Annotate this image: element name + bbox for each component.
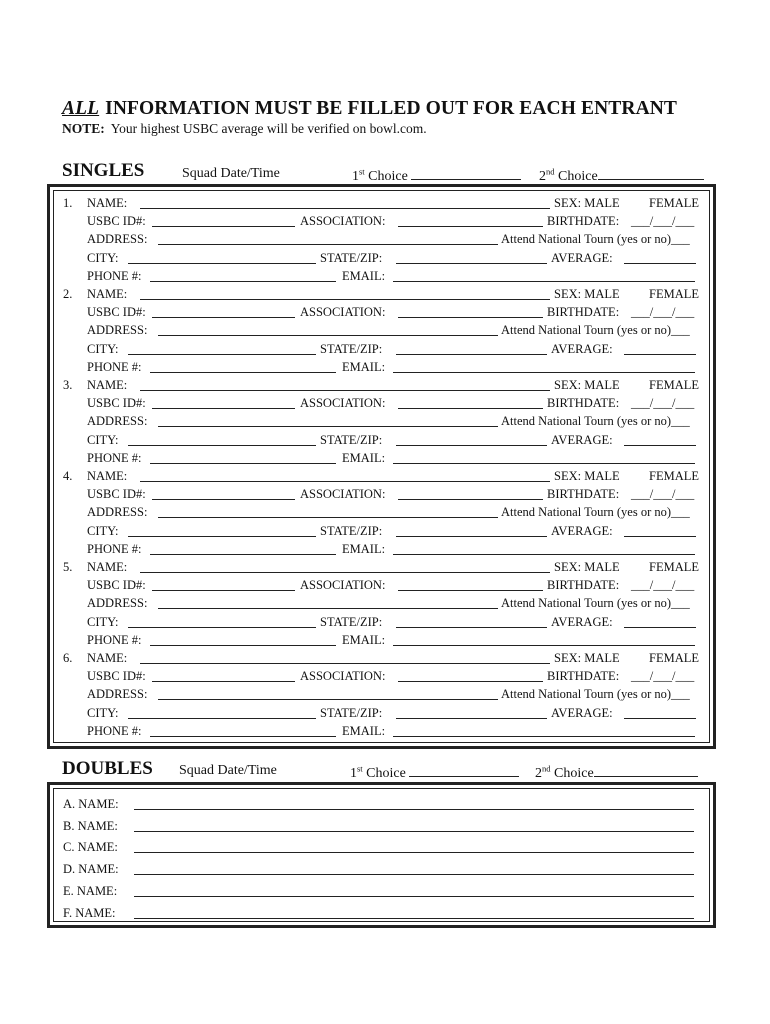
association-field[interactable] <box>398 487 543 500</box>
note-text: Your highest USBC average will be verified on bowl.com. <box>110 121 427 136</box>
name-label: NAME: <box>87 287 128 301</box>
association-field[interactable] <box>398 669 543 682</box>
doubles-name-label: C. NAME: <box>63 840 118 854</box>
entrant-number: 5. <box>63 560 73 574</box>
attend-national-tourn: Attend National Tourn (yes or no)___ <box>501 687 690 701</box>
average-field[interactable] <box>624 706 696 719</box>
association-label: ASSOCIATION: <box>300 305 386 319</box>
phone-field[interactable] <box>150 542 336 555</box>
name-field[interactable] <box>140 560 550 573</box>
doubles-name-field[interactable] <box>134 840 694 853</box>
sex-label: SEX: MALE <box>554 196 620 210</box>
phone-label: PHONE #: <box>87 269 142 283</box>
association-field[interactable] <box>398 305 543 318</box>
city-field[interactable] <box>128 251 316 264</box>
address-label: ADDRESS: <box>87 414 148 428</box>
usbc-id-field[interactable] <box>152 396 295 409</box>
sex-label: SEX: MALE <box>554 469 620 483</box>
attend-national-tourn: Attend National Tourn (yes or no)___ <box>501 505 690 519</box>
doubles-name-field[interactable] <box>134 819 694 832</box>
doubles-name-field[interactable] <box>134 884 694 897</box>
birthdate-field: ___/___/___ <box>631 305 695 319</box>
birthdate-field: ___/___/___ <box>631 214 695 228</box>
phone-label: PHONE #: <box>87 451 142 465</box>
sex-female: FEMALE <box>649 287 699 301</box>
birthdate-label: BIRTHDATE: <box>547 214 620 228</box>
average-label: AVERAGE: <box>551 342 613 356</box>
association-field[interactable] <box>398 214 543 227</box>
title-rest: INFORMATION MUST BE FILLED OUT FOR EACH ENTRANT <box>105 98 678 119</box>
state-zip-label: STATE/ZIP: <box>320 342 383 356</box>
birthdate-label: BIRTHDATE: <box>547 396 620 410</box>
city-label: CITY: <box>87 524 119 538</box>
entrant-number: 3. <box>63 378 73 392</box>
choice1-label: 1st Choice <box>350 763 406 781</box>
email-field[interactable] <box>393 269 695 282</box>
average-label: AVERAGE: <box>551 524 613 538</box>
birthdate-label: BIRTHDATE: <box>547 578 620 592</box>
average-label: AVERAGE: <box>551 615 613 629</box>
entrant-number: 6. <box>63 651 73 665</box>
birthdate-label: BIRTHDATE: <box>547 669 620 683</box>
usbc-id-field[interactable] <box>152 669 295 682</box>
association-field[interactable] <box>398 396 543 409</box>
doubles-squad-label: Squad Date/Time <box>179 763 277 778</box>
state-zip-field[interactable] <box>396 524 547 537</box>
city-field[interactable] <box>128 706 316 719</box>
doubles-name-field[interactable] <box>134 797 694 810</box>
sex-female: FEMALE <box>649 196 699 210</box>
doubles-name-label: B. NAME: <box>63 819 118 833</box>
doubles-header <box>62 758 712 782</box>
phone-label: PHONE #: <box>87 360 142 374</box>
attend-national-tourn: Attend National Tourn (yes or no)___ <box>501 596 690 610</box>
sex-label: SEX: MALE <box>554 651 620 665</box>
usbc-id-label: USBC ID#: <box>87 396 146 410</box>
state-zip-field[interactable] <box>396 706 547 719</box>
city-field[interactable] <box>128 615 316 628</box>
city-field[interactable] <box>128 524 316 537</box>
phone-label: PHONE #: <box>87 633 142 647</box>
name-field[interactable] <box>140 378 550 391</box>
email-label: EMAIL: <box>342 724 386 738</box>
doubles-choice1[interactable] <box>350 763 519 782</box>
average-field[interactable] <box>624 342 696 355</box>
state-zip-field[interactable] <box>396 615 547 628</box>
name-label: NAME: <box>87 196 128 210</box>
address-label: ADDRESS: <box>87 232 148 246</box>
usbc-id-label: USBC ID#: <box>87 214 146 228</box>
state-zip-field[interactable] <box>396 433 547 446</box>
singles-header <box>62 160 712 184</box>
birthdate-label: BIRTHDATE: <box>547 305 620 319</box>
singles-squad-label: Squad Date/Time <box>182 166 280 181</box>
usbc-id-label: USBC ID#: <box>87 578 146 592</box>
name-label: NAME: <box>87 469 128 483</box>
attend-national-tourn: Attend National Tourn (yes or no)___ <box>501 414 690 428</box>
sex-female: FEMALE <box>649 469 699 483</box>
attend-national-tourn: Attend National Tourn (yes or no)___ <box>501 323 690 337</box>
entrant-number: 1. <box>63 196 73 210</box>
name-label: NAME: <box>87 560 128 574</box>
address-label: ADDRESS: <box>87 687 148 701</box>
phone-field[interactable] <box>150 633 336 646</box>
doubles-title: DOUBLES <box>62 758 153 779</box>
email-label: EMAIL: <box>342 633 386 647</box>
note <box>62 121 427 137</box>
sex-label: SEX: MALE <box>554 378 620 392</box>
city-label: CITY: <box>87 251 119 265</box>
doubles-name-label: E. NAME: <box>63 884 118 898</box>
doubles-name-label: A. NAME: <box>63 797 119 811</box>
name-label: NAME: <box>87 378 128 392</box>
average-field[interactable] <box>624 433 696 446</box>
doubles-name-label: D. NAME: <box>63 862 119 876</box>
city-label: CITY: <box>87 706 119 720</box>
doubles-choice2[interactable] <box>535 763 698 782</box>
name-field[interactable] <box>140 469 550 482</box>
address-field[interactable] <box>158 414 498 427</box>
address-field[interactable] <box>158 232 498 245</box>
attend-national-tourn: Attend National Tourn (yes or no)___ <box>501 232 690 246</box>
name-field[interactable] <box>140 287 550 300</box>
birthdate-field: ___/___/___ <box>631 396 695 410</box>
birthdate-field: ___/___/___ <box>631 578 695 592</box>
email-label: EMAIL: <box>342 451 386 465</box>
association-field[interactable] <box>398 578 543 591</box>
singles-title: SINGLES <box>62 160 145 181</box>
birthdate-field: ___/___/___ <box>631 487 695 501</box>
state-zip-label: STATE/ZIP: <box>320 251 383 265</box>
email-label: EMAIL: <box>342 542 386 556</box>
sex-female: FEMALE <box>649 560 699 574</box>
city-field[interactable] <box>128 433 316 446</box>
phone-label: PHONE #: <box>87 542 142 556</box>
phone-field[interactable] <box>150 269 336 282</box>
doubles-name-field[interactable] <box>134 906 694 919</box>
average-label: AVERAGE: <box>551 251 613 265</box>
usbc-id-field[interactable] <box>152 214 295 227</box>
sex-female: FEMALE <box>649 378 699 392</box>
sex-label: SEX: MALE <box>554 287 620 301</box>
city-label: CITY: <box>87 615 119 629</box>
city-field[interactable] <box>128 342 316 355</box>
phone-field[interactable] <box>150 451 336 464</box>
usbc-id-field[interactable] <box>152 305 295 318</box>
state-zip-field[interactable] <box>396 251 547 264</box>
usbc-id-field[interactable] <box>152 578 295 591</box>
birthdate-label: BIRTHDATE: <box>547 487 620 501</box>
name-field[interactable] <box>140 651 550 664</box>
average-field[interactable] <box>624 524 696 537</box>
email-label: EMAIL: <box>342 269 386 283</box>
title-emphasis: ALL <box>62 98 100 119</box>
association-label: ASSOCIATION: <box>300 669 386 683</box>
state-zip-field[interactable] <box>396 342 547 355</box>
phone-label: PHONE #: <box>87 724 142 738</box>
association-label: ASSOCIATION: <box>300 487 386 501</box>
usbc-id-label: USBC ID#: <box>87 669 146 683</box>
address-field[interactable] <box>158 323 498 336</box>
name-label: NAME: <box>87 651 128 665</box>
average-label: AVERAGE: <box>551 706 613 720</box>
choice1-label: 1st Choice <box>352 166 408 184</box>
association-label: ASSOCIATION: <box>300 578 386 592</box>
doubles-name-field[interactable] <box>134 862 694 875</box>
entrant-number: 4. <box>63 469 73 483</box>
singles-choice1[interactable] <box>352 166 521 185</box>
email-field[interactable] <box>393 360 695 373</box>
address-field[interactable] <box>158 687 498 700</box>
address-label: ADDRESS: <box>87 323 148 337</box>
average-label: AVERAGE: <box>551 433 613 447</box>
sex-label: SEX: MALE <box>554 560 620 574</box>
entrant-number: 2. <box>63 287 73 301</box>
usbc-id-field[interactable] <box>152 487 295 500</box>
association-label: ASSOCIATION: <box>300 214 386 228</box>
phone-field[interactable] <box>150 724 336 737</box>
average-field[interactable] <box>624 615 696 628</box>
email-field[interactable] <box>393 724 695 737</box>
email-field[interactable] <box>393 542 695 555</box>
email-field[interactable] <box>393 633 695 646</box>
state-zip-label: STATE/ZIP: <box>320 524 383 538</box>
address-label: ADDRESS: <box>87 505 148 519</box>
birthdate-field: ___/___/___ <box>631 669 695 683</box>
association-label: ASSOCIATION: <box>300 396 386 410</box>
city-label: CITY: <box>87 433 119 447</box>
usbc-id-label: USBC ID#: <box>87 487 146 501</box>
state-zip-label: STATE/ZIP: <box>320 433 383 447</box>
email-field[interactable] <box>393 451 695 464</box>
singles-choice2[interactable] <box>539 166 704 185</box>
note-label: NOTE: <box>62 121 105 136</box>
city-label: CITY: <box>87 342 119 356</box>
sex-female: FEMALE <box>649 651 699 665</box>
address-field[interactable] <box>158 596 498 609</box>
state-zip-label: STATE/ZIP: <box>320 615 383 629</box>
doubles-name-label: F. NAME: <box>63 906 116 920</box>
choice2-label: 2nd Choice <box>539 166 598 184</box>
address-label: ADDRESS: <box>87 596 148 610</box>
page-title <box>62 98 677 120</box>
phone-field[interactable] <box>150 360 336 373</box>
usbc-id-label: USBC ID#: <box>87 305 146 319</box>
address-field[interactable] <box>158 505 498 518</box>
choice2-label: 2nd Choice <box>535 763 594 781</box>
state-zip-label: STATE/ZIP: <box>320 706 383 720</box>
name-field[interactable] <box>140 196 550 209</box>
email-label: EMAIL: <box>342 360 386 374</box>
average-field[interactable] <box>624 251 696 264</box>
